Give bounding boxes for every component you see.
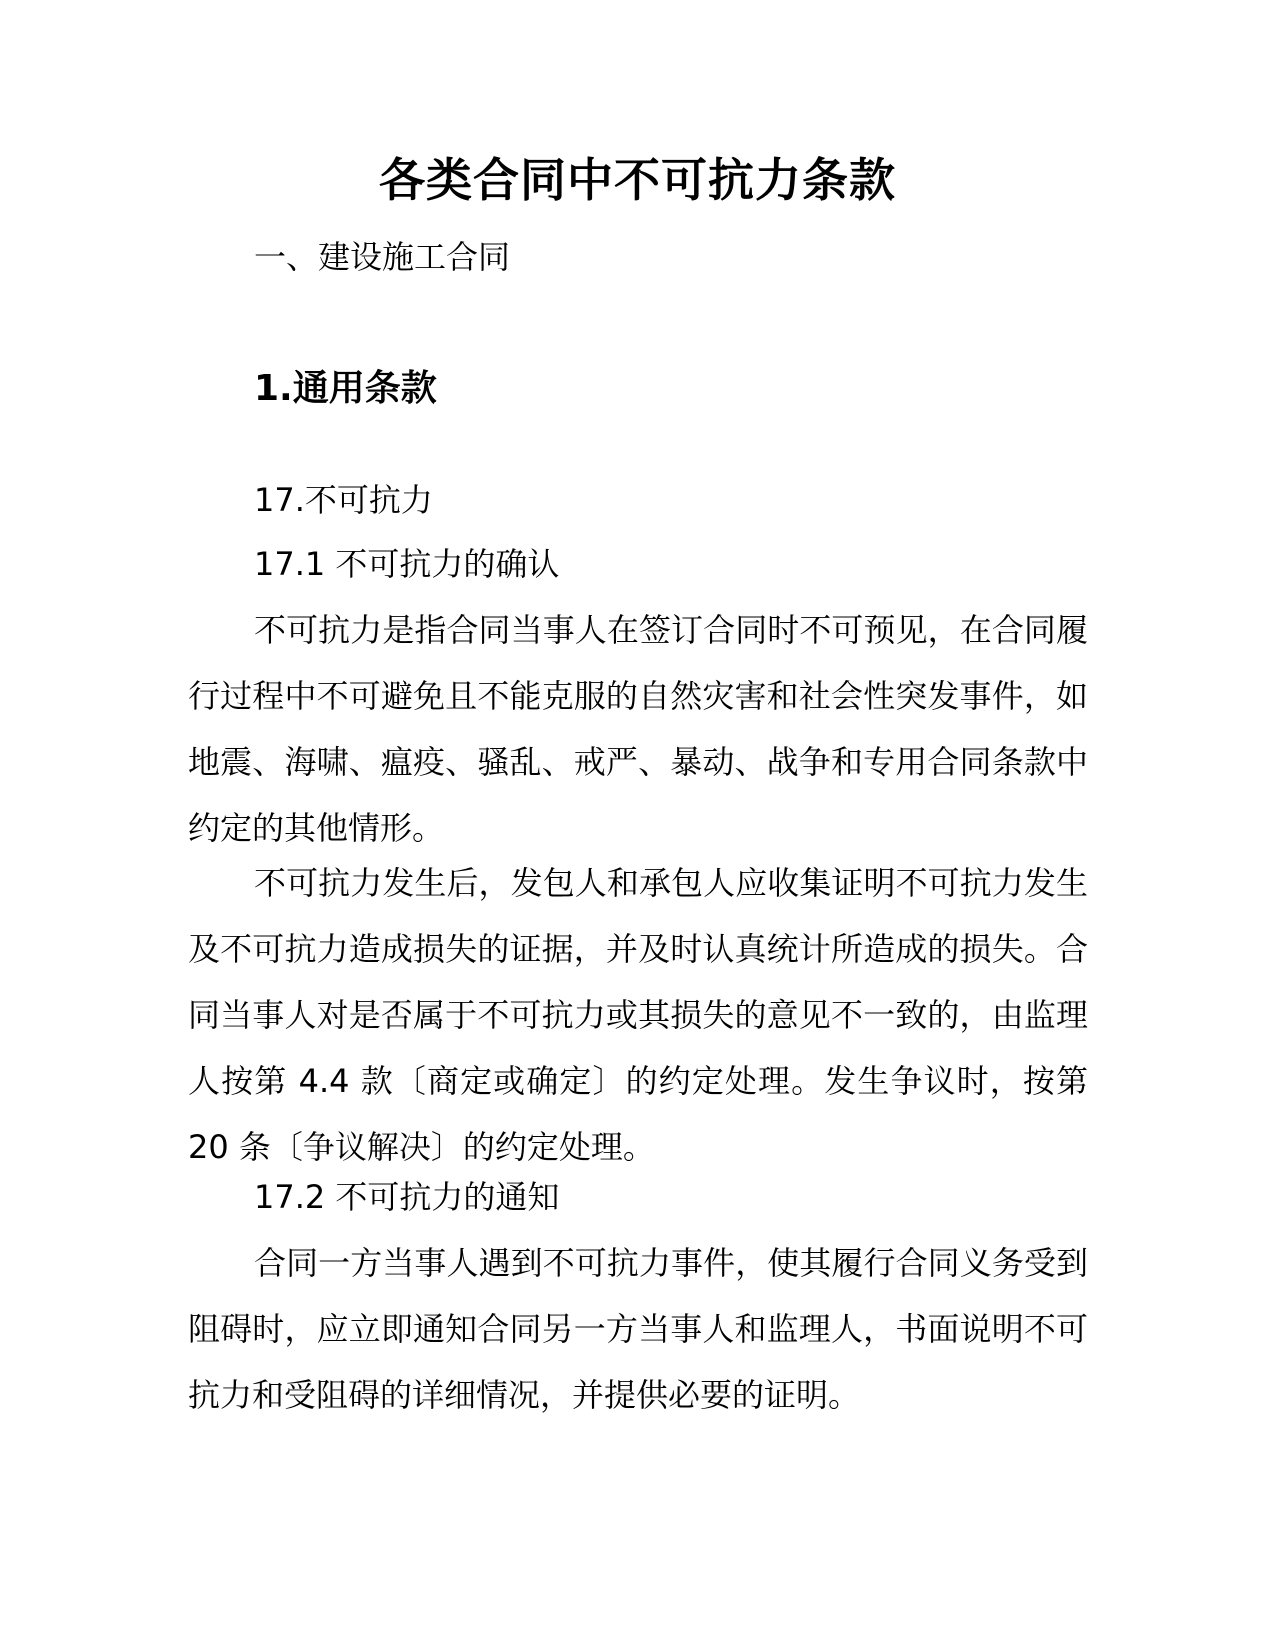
document-title: 各类合同中不可抗力条款 bbox=[379, 153, 896, 207]
clause-17-1-paragraph-2: 不可抗力发生后，发包人和承包人应收集证明不可抗力发生及不可抗力造成损失的证据，并及时认真统计所造成的损失。合同当事人对是否属于不可抗力或其损失的意见不一致的，由监理人按第 4.4 款〔商定或确定〕的约定处理。发生争议时，按第 20 条〔争议解决〕的约定处理。 bbox=[188, 864, 1088, 1166]
clause-17-title: 17.不可抗力 bbox=[254, 481, 433, 519]
subsection-heading: 1.通用条款 bbox=[254, 368, 437, 409]
clause-17-2-paragraph-1: 合同一方当事人遇到不可抗力事件，使其履行合同义务受到阻碍时，应立即通知合同另一方当事人和监理人，书面说明不可抗力和受阻碍的详细情况，并提供必要的证明。 bbox=[188, 1244, 1088, 1414]
clause-17-1-paragraph-1: 不可抗力是指合同当事人在签订合同时不可预见，在合同履行过程中不可避免且不能克服的自然灾害和社会性突发事件，如地震、海啸、瘟疫、骚乱、戒严、暴动、战争和专用合同条款中约定的其他情形。 bbox=[188, 611, 1088, 847]
section-heading: 一、建设施工合同 bbox=[254, 238, 511, 276]
clause-17-1-title: 17.1 不可抗力的确认 bbox=[254, 545, 560, 583]
clause-17-2-title: 17.2 不可抗力的通知 bbox=[254, 1178, 560, 1216]
